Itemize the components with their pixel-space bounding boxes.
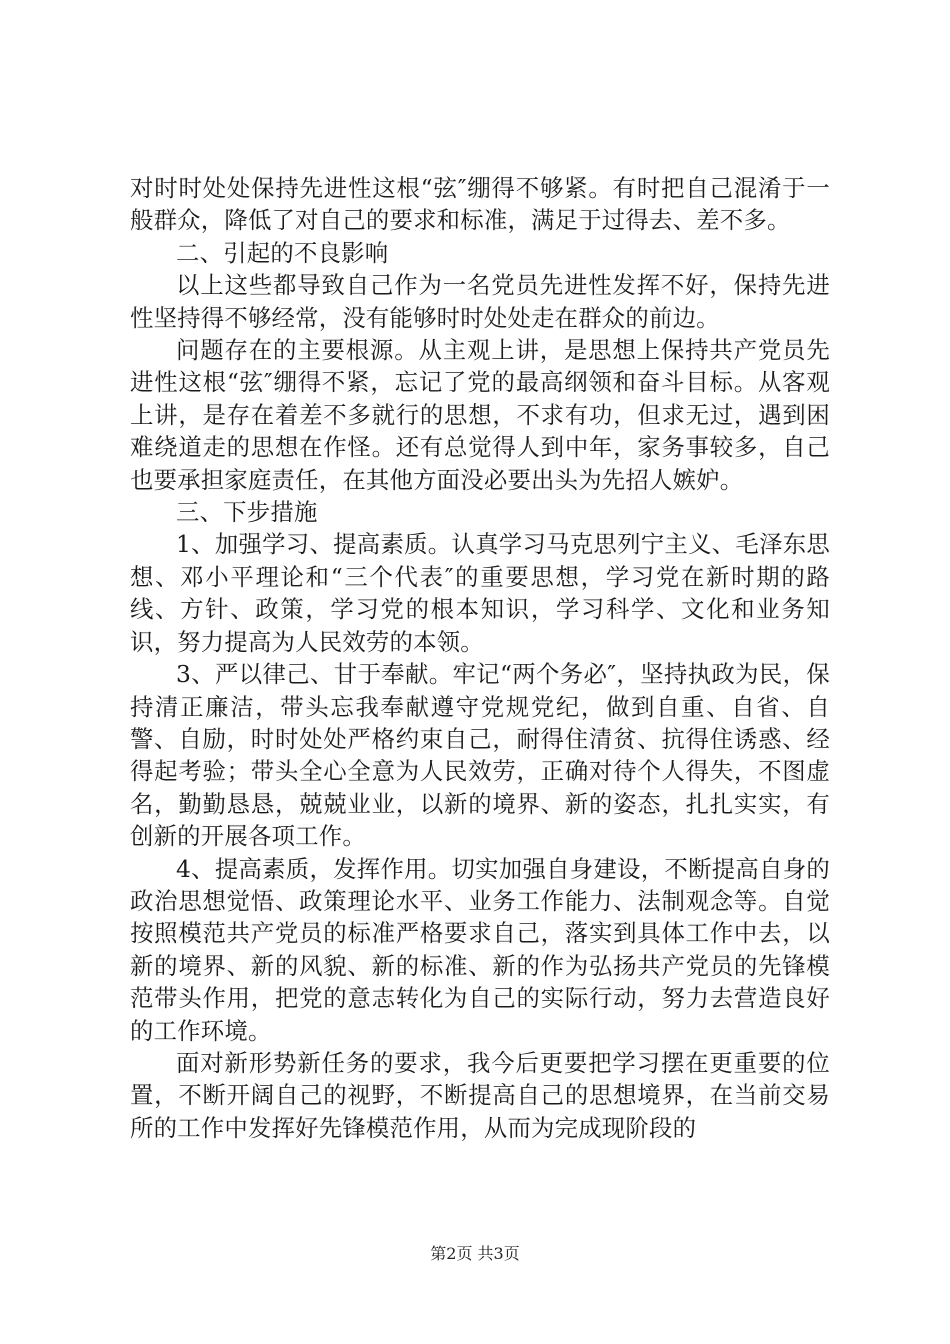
section-heading-3: 三、下步措施	[176, 498, 318, 527]
paragraph-conclusion: 面对新形势新任务的要求，我今后更要把学习摆在更重要的位置，不断开阔自己的视野，不断提高自己的思想境界，在当前交易所的工作中发挥好先锋模范作用，从而为完成现阶段的	[130, 1048, 830, 1142]
document-body	[130, 172, 830, 1144]
section-heading-2: 二、引起的不良影响	[176, 238, 389, 267]
page-number-footer: 第2页 共3页	[430, 1244, 520, 1263]
paragraph-measure-4: 4、提高素质，发挥作用。切实加强自身建设，不断提高自身的政治思想觉悟、政策理论水平、业务工作能力、法制观念等。自觉按照模范共产党员的标准严格要求自己，落实到具体工作中去，以新的境界、新的风貌、新的标准、新的作为弘扬共产党员的先锋模范带头作用，把党的意志转化为自己的实际行动，努力去营造良好的工作环境。	[130, 854, 830, 1045]
paragraph-measure-1: 1、加强学习、提高素质。认真学习马克思列宁主义、毛泽东思想、邓小平理论和“三个代表″的重要思想，学习党在新时期的路线、方针、政策，学习党的根本知识，学习科学、文化和业务知识，努力提高为人民效劳的本领。	[130, 530, 830, 656]
paragraph-root-cause: 问题存在的主要根源。从主观上讲，是思想上保持共产党员先进性这根“弦″绷得不紧，忘记了党的最高纲领和奋斗目标。从客观上讲，是存在着差不多就行的思想，不求有功，但求无过，遇到困难绕道走的思想在作怪。还有总觉得人到中年，家务事较多，自己也要承担家庭责任，在其他方面没必要出头为先招人嫉妒。	[130, 336, 830, 494]
paragraph-measure-3: 3、严以律己、甘于奉献。牢记“两个务必″，坚持执政为民，保持清正廉洁，带头忘我奉献遵守党规党纪，做到自重、自省、自警、自励，时时处处严格约束自己，耐得住清贫、抗得住诱惑、经得起考验；带头全心全意为人民效劳，正确对待个人得失，不图虚名，勤勤恳恳，兢兢业业，以新的境界、新的姿态，扎扎实实，有创新的开展各项工作。	[130, 660, 830, 851]
paragraph-impact: 以上这些都导致自己作为一名党员先进性发挥不好，保持先进性坚持得不够经常，没有能够时时处处走在群众的前边。	[130, 271, 830, 332]
paragraph-continuation: 对时时处处保持先进性这根“弦″绷得不够紧。有时把自己混淆于一般群众，降低了对自己的要求和标准，满足于过得去、差不多。	[130, 174, 830, 235]
